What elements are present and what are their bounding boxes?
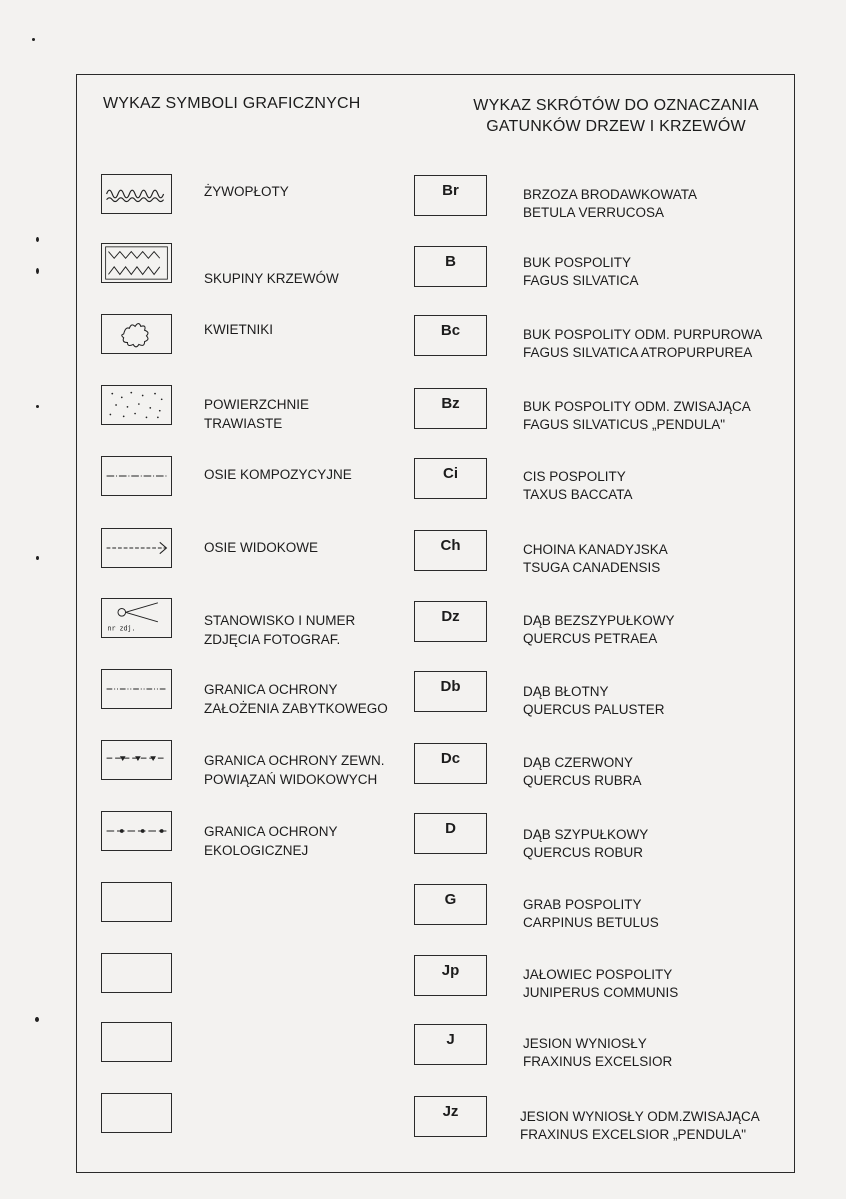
scan-speck (36, 405, 39, 408)
species-entry: BRZOZA BRODAWKOWATA BETULA VERRUCOSA (523, 187, 698, 220)
species-entry: DĄB CZERWONY QUERCUS RUBRA (523, 755, 642, 788)
symbol-label: GRANICA OCHRONY ZAŁOŻENIA ZABYTKOWEGO (204, 682, 388, 716)
grass-area-icon (101, 385, 172, 425)
empty-symbol-box (101, 1022, 172, 1062)
scan-speck (32, 38, 35, 41)
species-code-box: Dz (414, 601, 487, 642)
external-view-boundary-icon (101, 740, 172, 780)
species-entry: JESION WYNIOSŁY ODM.ZWISAJĄCA FRAXINUS EXCELSIOR „PENDULA" (520, 1109, 760, 1142)
species-entry: CHOINA KANADYJSKA TSUGA CANADENSIS (523, 542, 668, 575)
photo-number-label: nr zdj. (107, 624, 136, 633)
species-entry: DĄB BŁOTNY QUERCUS PALUSTER (523, 684, 665, 717)
shrub-group-icon (101, 243, 172, 283)
empty-symbol-box (101, 1093, 172, 1133)
symbol-label: GRANICA OCHRONY EKOLOGICZNEJ (204, 824, 338, 858)
scan-speck (36, 237, 39, 242)
composition-axis-icon (101, 456, 172, 496)
symbol-label: GRANICA OCHRONY ZEWN. POWIĄZAŃ WIDOKOWYCH (204, 753, 385, 787)
species-entry: DĄB SZYPUŁKOWY QUERCUS ROBUR (523, 827, 649, 860)
species-code-box: Jz (414, 1096, 487, 1137)
species-entry: CIS POSPOLITY TAXUS BACCATA (523, 469, 633, 502)
symbol-label: OSIE KOMPOZYCYJNE (204, 467, 352, 482)
species-entry: JESION WYNIOSŁY FRAXINUS EXCELSIOR (523, 1036, 673, 1069)
species-code-box: Ci (414, 458, 487, 499)
ecological-boundary-icon (101, 811, 172, 851)
species-code-box: G (414, 884, 487, 925)
species-entry: GRAB POSPOLITY CARPINUS BETULUS (523, 897, 659, 930)
species-code-box: Db (414, 671, 487, 712)
symbol-label: ŻYWOPŁOTY (204, 184, 289, 199)
symbol-label: STANOWISKO I NUMER ZDJĘCIA FOTOGRAF. (204, 613, 356, 647)
hedge-icon (101, 174, 172, 214)
symbol-label: OSIE WIDOKOWE (204, 540, 319, 555)
view-axis-icon (101, 528, 172, 568)
symbol-label: SKUPINY KRZEWÓW (204, 271, 339, 286)
scan-speck (36, 268, 39, 274)
species-code-box: Dc (414, 743, 487, 784)
species-entry: BUK POSPOLITY ODM. PURPUROWA FAGUS SILVATICA ATROPURPUREA (523, 327, 763, 360)
species-entry: DĄB BEZSZYPUŁKOWY QUERCUS PETRAEA (523, 613, 675, 646)
species-code-box: Ch (414, 530, 487, 571)
species-entry: BUK POSPOLITY FAGUS SILVATICA (523, 255, 639, 288)
scan-speck (36, 556, 39, 560)
abbreviations-heading-line1: WYKAZ SKRÓTÓW DO OZNACZANIA (473, 97, 759, 114)
abbreviations-heading (451, 95, 781, 137)
empty-symbol-box (101, 882, 172, 922)
photo-position-icon (101, 598, 172, 638)
species-code-box: Bz (414, 388, 487, 429)
monument-boundary-icon (101, 669, 172, 709)
symbol-label: KWIETNIKI (204, 322, 274, 337)
empty-symbol-box (101, 953, 172, 993)
scan-speck (35, 1017, 39, 1022)
abbreviations-heading-line2: GATUNKÓW DRZEW I KRZEWÓW (486, 118, 746, 135)
symbol-label: POWIERZCHNIE TRAWIASTE (204, 397, 310, 431)
species-entry: JAŁOWIEC POSPOLITY JUNIPERUS COMMUNIS (523, 967, 679, 1000)
species-code-box: D (414, 813, 487, 854)
species-code-box: Bc (414, 315, 487, 356)
species-code-box: Br (414, 175, 487, 216)
flowerbed-icon (101, 314, 172, 354)
graphic-symbols-heading: WYKAZ SYMBOLI GRAFICZNYCH (103, 95, 361, 112)
species-code-box: B (414, 246, 487, 287)
species-code-box: J (414, 1024, 487, 1065)
species-code-box: Jp (414, 955, 487, 996)
species-entry: BUK POSPOLITY ODM. ZWISAJĄCA FAGUS SILVATICUS „PENDULA" (523, 399, 751, 432)
